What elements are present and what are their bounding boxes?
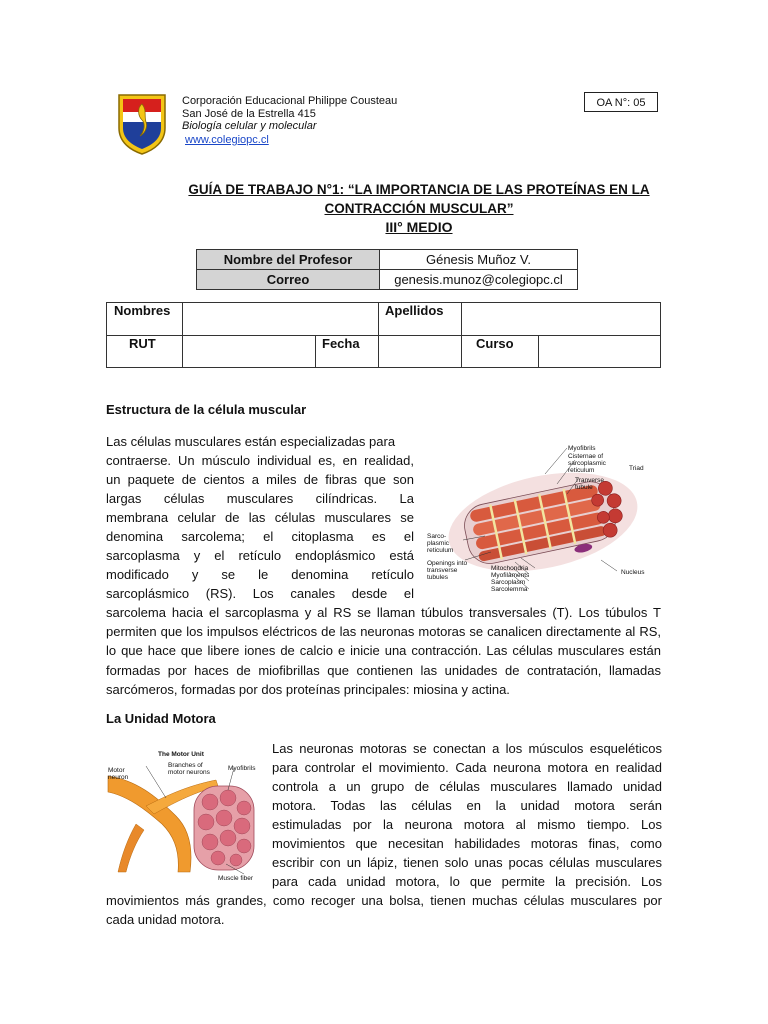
text-line: Las células musculares están especializadas para: [106, 434, 396, 449]
label-triad: Triad: [629, 465, 644, 472]
subject-name: Biología celular y molecular: [182, 120, 317, 132]
label-sarcoplasmic: sarcoplasmic: [568, 460, 606, 467]
text-line: membrana celular de las células musculares se: [106, 510, 414, 525]
section2-paragraph: movimientos más grandes, como recoger una bolsa, tienen muchas células musculares por cada unidad motora.: [106, 893, 662, 928]
rut-label: RUT: [107, 336, 183, 368]
section2-heading: La Unidad Motora: [106, 711, 216, 726]
label-transverse2: transverse: [427, 567, 458, 574]
label-tubules: tubules: [427, 574, 448, 581]
table-row: [107, 303, 661, 336]
text-line: controla a un grupo de células musculares llamado unidad: [272, 779, 662, 794]
label-sarco: Sarco-: [427, 533, 447, 540]
table-row: [197, 270, 578, 290]
label-motor-unit-title: The Motor Unit: [158, 751, 204, 758]
section1-paragraph: sarcolema hacia el sarcoplasma y al RS se llaman túbulos transversales (T). Los túbulos T permiten que los impulsos eléctricos de las neuronas motoras se canalicen directamente al RS, lo que hace que libere iones de calcio e inicie una contracción. Las células musculares están formadas por haces de miofibrillas que contienen las unidades de contratación, llamadas sarcómeros, formadas por dos proteínas principales: miosina y actina.: [106, 605, 661, 697]
guide-title-line2: CONTRACCIÓN MUSCULAR”: [324, 201, 514, 216]
text-line: sarcoplasma y el retículo endoplásmico está: [106, 548, 414, 563]
label-reticulum: reticulum: [568, 467, 595, 474]
label-tubule: tubule: [575, 484, 593, 491]
text-line: sarcoplásmico (RS). Los canales desde el: [106, 586, 414, 601]
text-line: denomina sarcolema; el citoplasma es el: [106, 529, 414, 544]
label-sarcolemma: Sarcolemma: [491, 586, 528, 593]
table-row: [107, 336, 661, 368]
curso-label: Curso: [462, 336, 539, 368]
text-line: motora. Todas las células en la unidad motora serán: [272, 798, 662, 813]
text-line: Las neuronas motoras se conectan a los músculos esqueléticos: [272, 741, 662, 756]
section1-heading: Estructura de la célula muscular: [106, 402, 307, 417]
label-nucleus: Nucleus: [621, 569, 645, 576]
fecha-field[interactable]: [379, 336, 462, 368]
table-row: [197, 250, 578, 270]
muscle-fiber-diagram: [425, 440, 661, 600]
nombres-label: Nombres: [107, 303, 183, 336]
guide-title-line1: GUÍA DE TRABAJO N°1: “LA IMPORTANCIA DE LAS PROTEÍNAS EN LA: [188, 182, 650, 197]
email-label: Correo: [197, 270, 380, 290]
text-line: movimientos que necesitan habilidades motoras finas, como: [272, 836, 662, 851]
text-line: largas células musculares cilíndricas. La: [106, 491, 414, 506]
label-cisternae: Cisternae of: [568, 453, 604, 460]
label-motor-neurons: motor neurons: [168, 769, 210, 776]
curso-field[interactable]: [539, 336, 661, 368]
label-muscle-fiber: Muscle fiber: [218, 875, 254, 882]
label-mitochondria: Mitochondria: [491, 565, 529, 572]
teacher-name-label: Nombre del Profesor: [197, 250, 380, 270]
rut-field[interactable]: [183, 336, 316, 368]
institution-name: Corporación Educacional Philippe Cousteau: [182, 95, 398, 107]
label-reticulum2: reticulum: [427, 547, 454, 554]
label-transverse: Tranverse: [575, 477, 605, 484]
label-myofilaments: Myofilaments: [491, 572, 530, 579]
label-branches: Branches of: [168, 762, 203, 769]
teacher-info-table: [196, 249, 578, 290]
text-line: estimuladas por la neurona motora al mismo tiempo. Los: [272, 817, 662, 832]
text-line: un paquete de cientos a miles de fibras que son: [106, 472, 414, 487]
motor-unit-diagram: [106, 746, 266, 884]
website-link[interactable]: www.colegiopc.cl: [185, 134, 269, 146]
text-line: para controlar el movimiento. Cada neurona motora en realidad: [272, 760, 662, 775]
text-line: contraerse. Un músculo individual es, en realidad,: [106, 453, 414, 468]
student-info-table: [106, 302, 661, 368]
course-level: III° MEDIO: [385, 219, 453, 235]
label-openings: Openings into: [427, 560, 468, 567]
label-myofibrils: Myofibrils: [568, 445, 596, 452]
label-motor: Motor: [108, 767, 125, 774]
text-line: modificado y se le denomina retículo: [106, 567, 414, 582]
fecha-label: Fecha: [316, 336, 379, 368]
text-line: para cada unidad motora, lo que permite la precisión. Los: [272, 874, 662, 889]
school-crest-logo: [116, 92, 168, 156]
label-neuron: neuron: [108, 774, 129, 781]
label-myofibrils: Myofibrils: [228, 765, 256, 772]
nombres-field[interactable]: [183, 303, 379, 336]
apellidos-label: Apellidos: [379, 303, 462, 336]
label-plasmic: plasmic: [427, 540, 450, 547]
teacher-name-value: Génesis Muñoz V.: [380, 250, 578, 270]
label-sarcoplasm: Sarcoplasm: [491, 579, 526, 586]
oa-number-box: OA N°: 05: [584, 92, 658, 112]
email-value: genesis.munoz@colegiopc.cl: [380, 270, 578, 290]
text-line: escribir con un lápiz, tienen solo unas pocas células musculares: [272, 855, 662, 870]
apellidos-field[interactable]: [462, 303, 661, 336]
institution-address: San José de la Estrella 415: [182, 108, 316, 120]
